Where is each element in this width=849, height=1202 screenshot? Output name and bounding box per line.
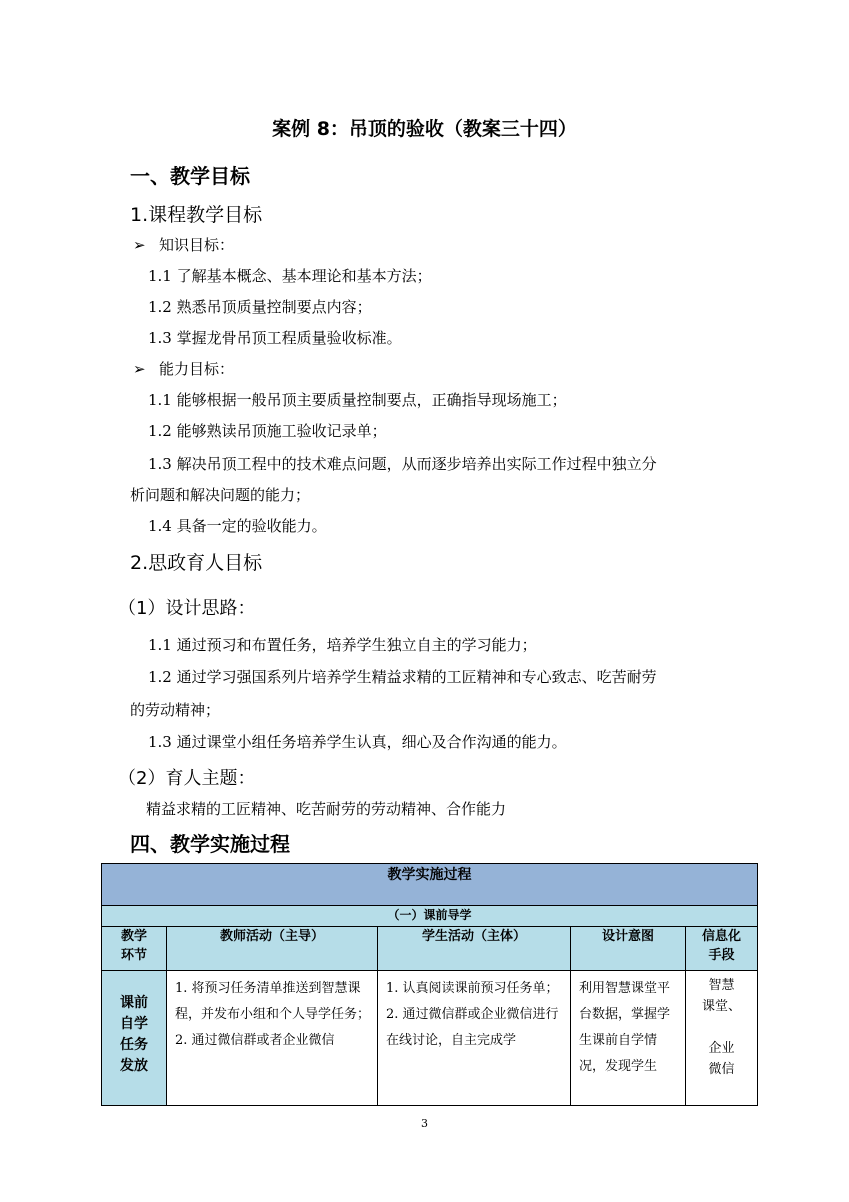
document-title: 案例 8：吊顶的验收（教案三十四） <box>272 118 577 140</box>
education-theme-label: （2）育人主题： <box>118 768 256 789</box>
education-theme-text: 精益求精的工匠精神、吃苦耐劳的劳动精神、合作能力 <box>146 800 507 818</box>
design-intent-cell <box>571 971 686 1106</box>
ability-label-text: 能力目标： <box>159 360 235 378</box>
table-row <box>102 971 758 1106</box>
header-teacher-activity: 教师活动（主导） <box>167 927 378 971</box>
student-activity-text: 1. 认真阅读课前预习任务单； 2. 通过微信群或企业微信进行在线讨论，自主完成学 <box>386 981 559 1048</box>
student-activity-cell <box>378 971 571 1106</box>
header-stage: 教学 环节 <box>102 927 167 971</box>
subsection-course-goals: 1.课程教学目标 <box>130 204 263 226</box>
implementation-table <box>101 863 758 1106</box>
ability-item: 1.2 能够熟读吊顶施工验收记录单； <box>148 422 387 440</box>
design-item: 1.1 通过预习和布置任务，培养学生独立自主的学习能力； <box>148 636 537 654</box>
ability-item: 1.4 具备一定的验收能力。 <box>148 517 327 535</box>
arrow-bullet-icon: ➢ <box>133 236 146 254</box>
section-implementation: 四、教学实施过程 <box>130 832 290 856</box>
design-item: 1.2 通过学习强国系列片培养学生精益求精的工匠精神和专心致志、吃苦耐劳 <box>148 668 657 686</box>
section-teaching-goals: 一、教学目标 <box>130 164 250 188</box>
teacher-activity-cell <box>167 971 378 1106</box>
stage-cell: 课前 自学 任务 发放 <box>102 971 167 1106</box>
page-number: 3 <box>421 1117 428 1130</box>
subsection-ideological-goals: 2.思政育人目标 <box>130 552 263 574</box>
header-design-intent: 设计意图 <box>571 927 686 971</box>
knowledge-item: 1.2 熟悉吊顶质量控制要点内容； <box>148 298 372 316</box>
knowledge-item: 1.1 了解基本概念、基本理论和基本方法； <box>148 267 432 285</box>
design-intent-text: 利用智慧课堂平台数据，掌握学生课前自学情况，发现学生 <box>579 981 671 1074</box>
design-item-continued: 的劳动精神； <box>130 701 221 719</box>
ability-item-continued: 析问题和解决问题的能力； <box>130 486 311 504</box>
arrow-bullet-icon: ➢ <box>133 360 146 378</box>
it-tools-cell: 智慧 课堂、 企业 微信 <box>686 971 758 1106</box>
knowledge-item: 1.3 掌握龙骨吊顶工程质量验收标准。 <box>148 329 402 347</box>
ability-item: 1.3 解决吊顶工程中的技术难点问题，从而逐步培养出实际工作过程中独立分 <box>148 455 657 473</box>
table-title: 教学实施过程 <box>102 864 758 906</box>
ability-item: 1.1 能够根据一般吊顶主要质量控制要点，正确指导现场施工； <box>148 391 567 409</box>
ability-goals-label <box>133 358 234 379</box>
teacher-activity-text: 1. 将预习任务清单推送到智慧课程，并发布小组和个人导学任务； 2. 通过微信群或者企业微信 <box>175 981 371 1048</box>
design-ideas-label: （1）设计思路： <box>118 598 256 619</box>
knowledge-goals-label <box>133 234 234 255</box>
table-subtitle: （一）课前导学 <box>102 906 758 927</box>
design-item: 1.3 通过课堂小组任务培养学生认真，细心及合作沟通的能力。 <box>148 733 567 751</box>
knowledge-label-text: 知识目标： <box>159 236 235 254</box>
header-student-activity: 学生活动（主体） <box>378 927 571 971</box>
header-it-tools: 信息化 手段 <box>686 927 758 971</box>
